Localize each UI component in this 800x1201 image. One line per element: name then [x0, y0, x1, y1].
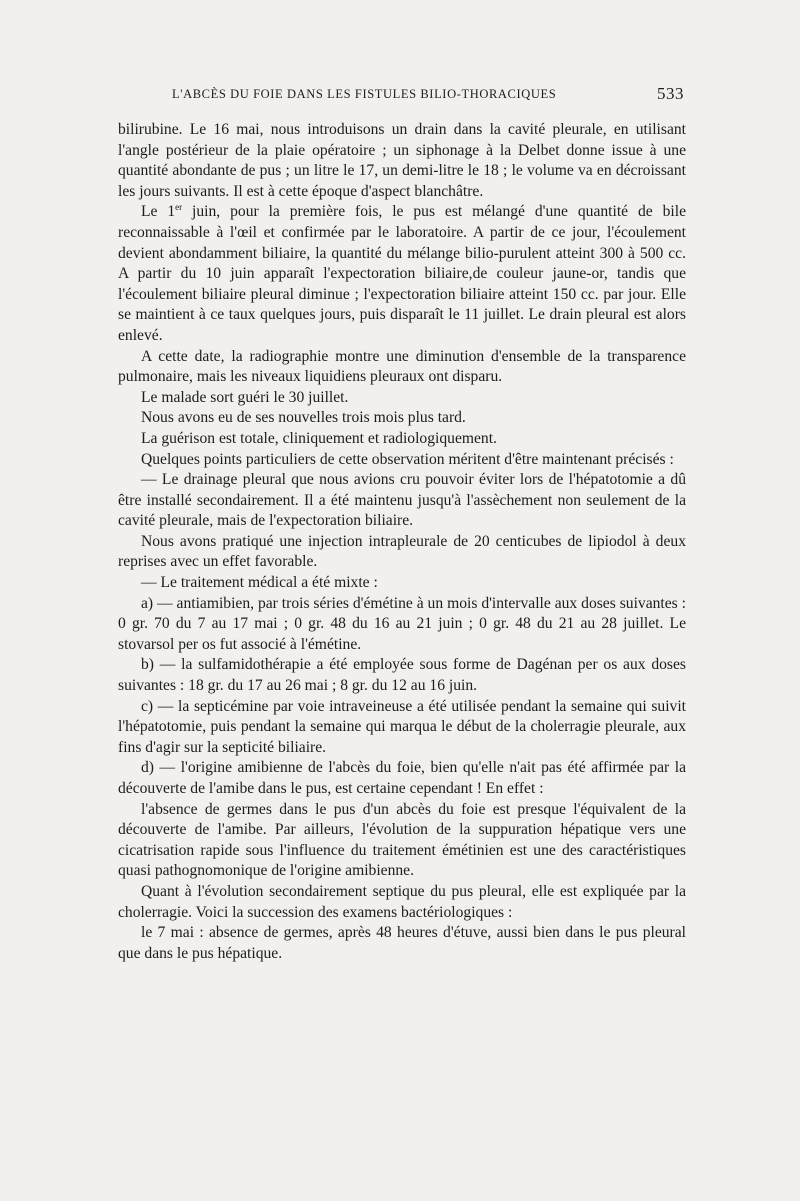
list-item-c: c) — la septicémine par voie intraveineuse a été utilisée pendant la semaine qui suivit l'hépatotomie, puis pendant la semaine qui marqua le début de la cholerragie pleurale, aux fins d'agir sur la septicité biliaire.: [118, 697, 686, 756]
paragraph-9: Nous avons pratiqué une injection intrapleurale de 20 centicubes de lipiodol à deux reprises avec un effet favorable.: [118, 532, 686, 571]
paragraph-3: A cette date, la radiographie montre une diminution d'ensemble de la transparence pulmonaire, mais les niveaux liquidiens pleuraux ont disparu.: [118, 347, 686, 386]
paragraph-7: Quelques points particuliers de cette observation méritent d'être maintenant précisés :: [141, 450, 674, 468]
paragraph-5: Nous avons eu de ses nouvelles trois mois plus tard.: [141, 409, 466, 427]
paragraph-2-lead: Le 1: [141, 203, 176, 221]
list-item-a: a) — antiamibien, par trois séries d'émétine à un mois d'intervalle aux doses suivantes : 0 gr. 70 du 7 au 17 mai ; 0 gr. 48 du 16 au 21 juin ; 0 gr. 48 du 21 au 28 juillet. Le stovarsol per os fut associé à l'émétine.: [118, 594, 686, 653]
paragraph-8: — Le drainage pleural que nous avions cru pouvoir éviter lors de l'hépatotomie a dû être installé secondairement. Il a été maintenu jusqu'à l'assèchement non seulement de la cavité pleurale, mais de l'expectoration biliaire.: [118, 471, 686, 530]
list-item-b: b) — la sulfamidothérapie a été employée sous forme de Dagénan per os aux doses suivantes : 18 gr. du 17 au 26 mai ; 8 gr. du 12 au 16 juin.: [118, 656, 686, 695]
paragraph-6: La guérison est totale, cliniquement et radiologiquement.: [141, 429, 497, 447]
paragraph-12: Quant à l'évolution secondairement septique du pus pleural, elle est expliquée par la cholerragie. Voici la succession des examens bactériologiques :: [118, 882, 686, 921]
ordinal-superscript: er: [175, 202, 183, 213]
paragraph-2-text: juin, pour la première fois, le pus est mélangé d'une quantité de bile reconnaissable à l'œil et confirmée par le laboratoire. A partir de ce jour, l'écoulement devient abondamment biliaire, la quantité du mélange bilio-purulent atteint 300 à 500 cc. A partir du 10 juin apparaît l'expectoration biliaire,de couleur jaune-or, tandis que l'écoulement biliaire pleural diminue ; l'expectoration biliaire atteint 150 cc. par jour. Elle se maintient à ce taux quelques jours, puis disparaît le 11 juillet. Le drain pleural est alors enlevé.: [118, 203, 686, 344]
running-title: L'ABCÈS DU FOIE DANS LES FISTULES BILIO-THORACIQUES: [172, 87, 557, 101]
paragraph-1: bilirubine. Le 16 mai, nous introduisons un drain dans la cavité pleurale, en utilisant l'angle postérieur de la plaie opératoire ; un siphonage à la Delbet donne issue à une quantité abondante de pus ; un litre le 17, un demi-litre le 18 ; le volume va en décroissant les jours suivants. Il est à cette époque d'aspect blanchâtre.: [118, 121, 686, 200]
paragraph-10: — Le traitement médical a été mixte :: [141, 574, 378, 592]
body-text: [118, 120, 686, 964]
page-number: 533: [657, 84, 684, 103]
paragraph-4: Le malade sort guéri le 30 juillet.: [141, 388, 349, 406]
running-header: [172, 84, 684, 108]
list-item-d: d) — l'origine amibienne de l'abcès du foie, bien qu'elle n'ait pas été affirmée par la découverte de l'amibe dans le pus, est certaine cependant ! En effet :: [118, 759, 686, 797]
paragraph-13: le 7 mai : absence de germes, après 48 heures d'étuve, aussi bien dans le pus pleural que dans le pus hépatique.: [118, 924, 686, 962]
paragraph-2: [118, 202, 686, 346]
paragraph-11: l'absence de germes dans le pus d'un abcès du foie est presque l'équivalent de la découverte de l'amibe. Par ailleurs, l'évolution de la suppuration hépatique vers une cicatrisation rapide sous l'influence du traitement émétinien est une des caractéristiques quasi pathognomonique de l'origine amibienne.: [118, 800, 686, 880]
